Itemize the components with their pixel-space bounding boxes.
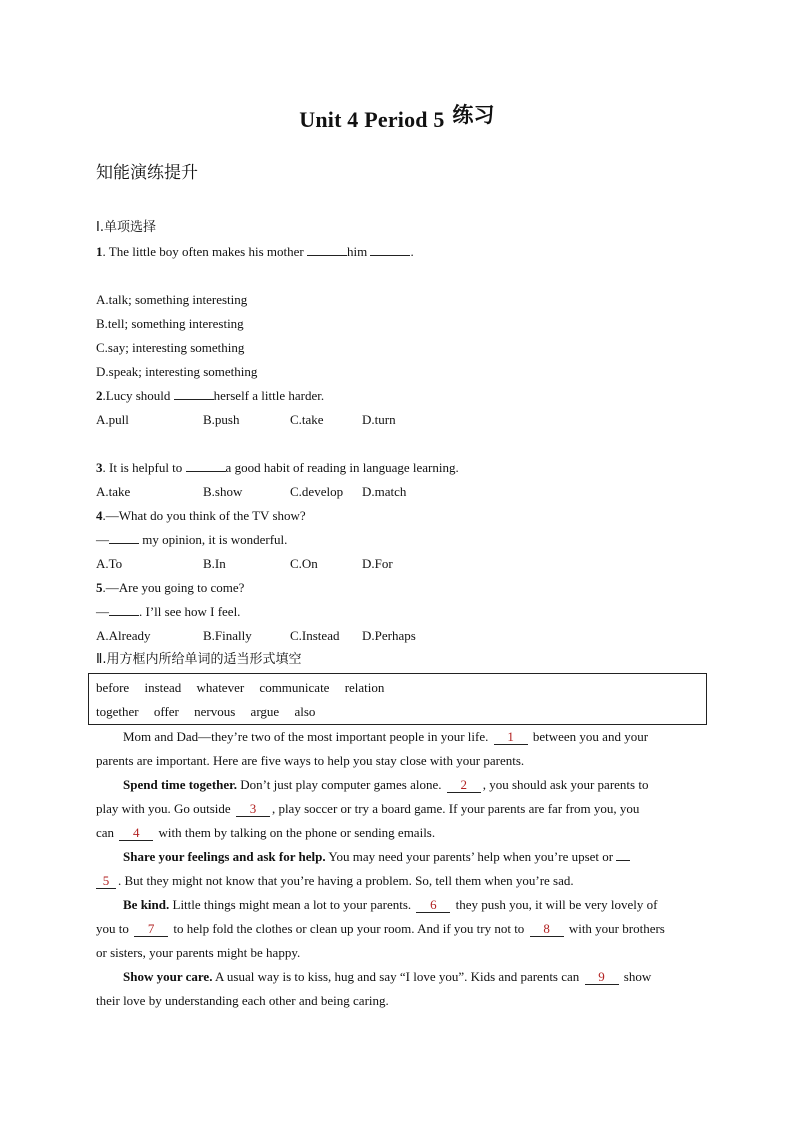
answer-blank: [109, 531, 139, 544]
passage-paragraph-4: Be kind. Little things might mean a lot to your parents. 6 they push you, it will be very lovely of you to 7 to help fold the clothes or clean up your room. And if you try not to 8 with your brothers or sisters, your parents might be happy.: [96, 897, 665, 960]
question-5: 5.—Are you going to come?: [96, 580, 245, 595]
option-c: C.say; interesting something: [96, 340, 245, 355]
question-5-response: — . I’ll see how I feel.: [96, 604, 241, 619]
word-row-1: [96, 680, 396, 696]
word-item: whatever: [196, 680, 245, 695]
word-item: before: [96, 680, 130, 695]
answer-blank: [174, 387, 214, 400]
word-item: argue: [250, 704, 280, 719]
question-2: 2.Lucy should herself a little harder.: [96, 388, 325, 403]
option-c: C.Instead: [290, 628, 340, 643]
word-item: nervous: [194, 704, 236, 719]
passage-paragraph-2: Spend time together. Don’t just play computer games alone. 2 , you should ask your parents to play with you. Go outside 3 , play soccer or try a board game. If your parents are far from you, you can 4 with them by talking on the phone or sending emails.: [96, 777, 649, 840]
option-c: C.take: [290, 412, 324, 427]
word-row-2: [96, 704, 327, 720]
answer-blank: [186, 459, 226, 472]
passage-paragraph-5: Show your care. A usual way is to kiss, hug and say “I love you”. Kids and parents can 9 show their love by understanding each other and being caring.: [96, 969, 652, 1008]
word-item: together: [96, 704, 139, 719]
option-d: D.match: [362, 484, 407, 499]
answer-blank: [307, 243, 347, 256]
word-item: instead: [144, 680, 182, 695]
question-4-response: — my opinion, it is wonderful.: [96, 532, 288, 547]
answer-blank-8: 8: [530, 922, 564, 937]
option-d: D.For: [362, 556, 393, 571]
option-a: A.talk; something interesting: [96, 292, 248, 307]
answer-blank-9: 9: [585, 970, 619, 985]
title-text: Unit 4 Period 5: [299, 107, 445, 132]
word-item: offer: [153, 704, 179, 719]
option-a: A.To: [96, 556, 123, 571]
option-d: D.Perhaps: [362, 628, 416, 643]
subtitle: 知能演练提升: [96, 163, 198, 183]
answer-blank-4: 4: [119, 826, 153, 841]
answer-blank: [109, 603, 139, 616]
answer-blank-7: 7: [134, 922, 168, 937]
word-item: communicate: [259, 680, 330, 695]
option-b: B.In: [203, 556, 226, 571]
answer-blank-5: 5: [96, 874, 116, 889]
word-item: relation: [344, 680, 385, 695]
option-c: C.On: [290, 556, 318, 571]
passage-paragraph-3: Share your feelings and ask for help. You may need your parents’ help when you’re upset or 5 . But they might not know that you’re having a problem. So, tell them when you’re sad.: [96, 845, 700, 893]
page-title: [0, 104, 794, 134]
option-c: C.develop: [290, 484, 344, 499]
question-3: 3. It is helpful to a good habit of reading in language learning.: [96, 460, 459, 475]
answer-blank: [370, 243, 410, 256]
answer-blank-3: 3: [236, 802, 270, 817]
option-d: D.turn: [362, 412, 396, 427]
word-box: [88, 673, 707, 725]
section2-heading: Ⅱ.用方框内所给单词的适当形式填空: [96, 652, 302, 667]
option-b: B.push: [203, 412, 240, 427]
option-a: A.take: [96, 484, 131, 499]
word-item: also: [294, 704, 316, 719]
question-4: 4.—What do you think of the TV show?: [96, 508, 306, 523]
option-b: B.show: [203, 484, 243, 499]
option-b: B.Finally: [203, 628, 252, 643]
option-a: A.Already: [96, 628, 151, 643]
answer-blank-1: 1: [494, 730, 528, 745]
option-d: D.speak; interesting something: [96, 364, 258, 379]
question-1: 1. The little boy often makes his mother him .: [96, 244, 414, 259]
answer-blank-2: 2: [447, 778, 481, 793]
title-cn: 练习: [452, 103, 495, 127]
option-a: A.pull: [96, 412, 129, 427]
section1-heading: Ⅰ.单项选择: [96, 220, 156, 235]
answer-blank-6: 6: [416, 898, 450, 913]
option-b: B.tell; something interesting: [96, 316, 244, 331]
passage-paragraph-1: Mom and Dad—they’re two of the most important people in your life. 1 between you and your parents are important. Here are five ways to help you stay close with your parents.: [96, 729, 649, 768]
